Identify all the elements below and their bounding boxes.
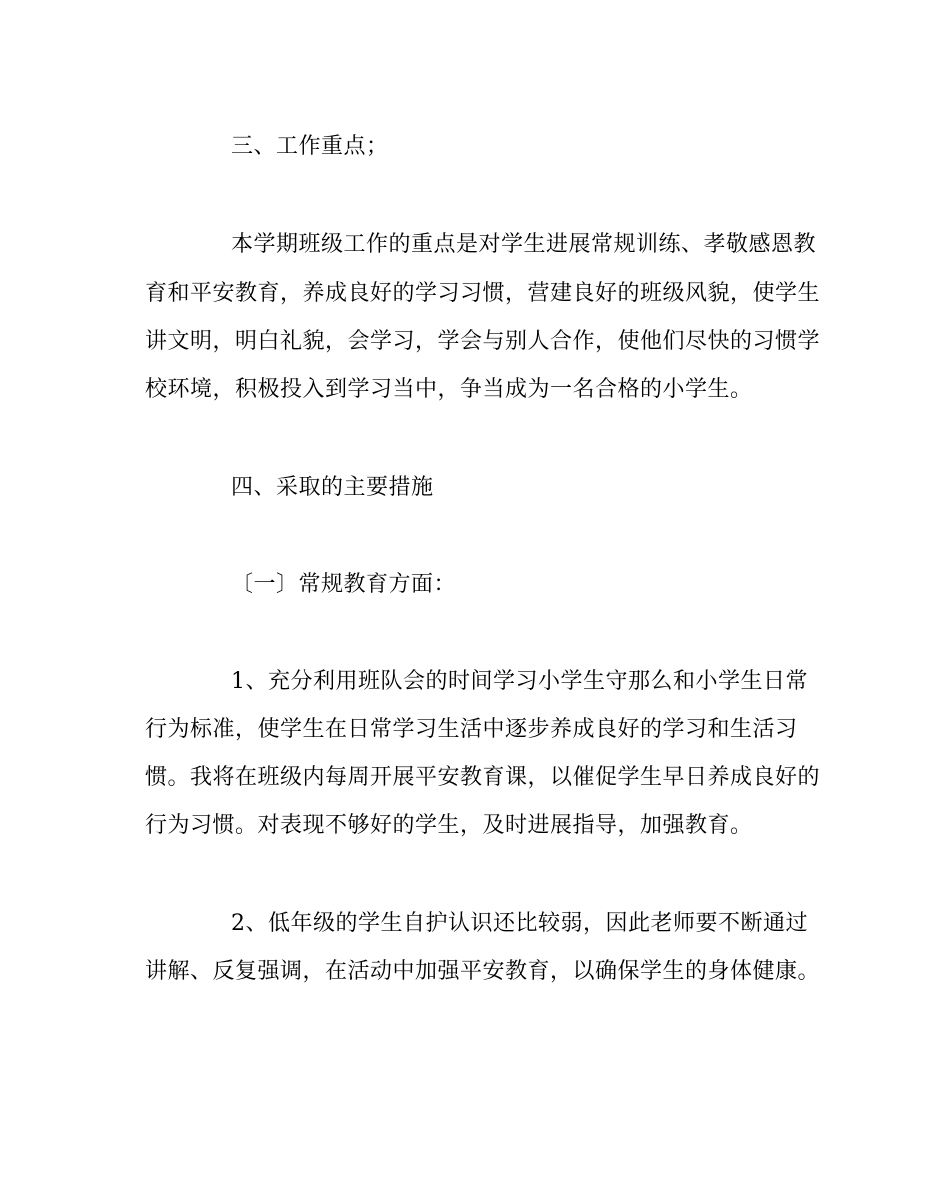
paragraph-line: 育和平安教育，养成良好的学习习惯，营建良好的班级风貌，使学生 [145, 281, 821, 306]
paragraph-line: 讲文明，明白礼貌，会学习，学会与别人合作，使他们尽快的习惯学 [145, 329, 821, 354]
subheading-routine-education: 〔一〕常规教育方面： [231, 572, 457, 597]
list-item-line: 行为习惯。对表现不够好的学生，及时进展指导，加强教育。 [145, 813, 753, 838]
list-item-line: 惯。我将在班级内每周开展平安教育课，以催促学生早日养成良好的 [145, 765, 821, 790]
list-item-line: 行为标准，使学生在日常学习生活中逐步养成良好的学习和生活习 [145, 717, 798, 742]
list-item-line: 讲解、反复强调，在活动中加强平安教育，以确保学生的身体健康。 [145, 959, 821, 984]
section-heading-measures: 四、采取的主要措施 [231, 475, 434, 500]
paragraph-line: 本学期班级工作的重点是对学生进展常规训练、孝敬感恩教 [231, 232, 817, 257]
paragraph-line: 校环境，积极投入到学习当中，争当成为一名合格的小学生。 [145, 377, 753, 402]
list-item-line: 2、低年级的学生自护认识还比较弱，因此老师要不断通过 [231, 911, 808, 936]
section-heading-work-focus: 三、工作重点； [231, 134, 389, 159]
list-item-line: 1、充分利用班队会的时间学习小学生守那么和小学生日常 [231, 669, 808, 694]
